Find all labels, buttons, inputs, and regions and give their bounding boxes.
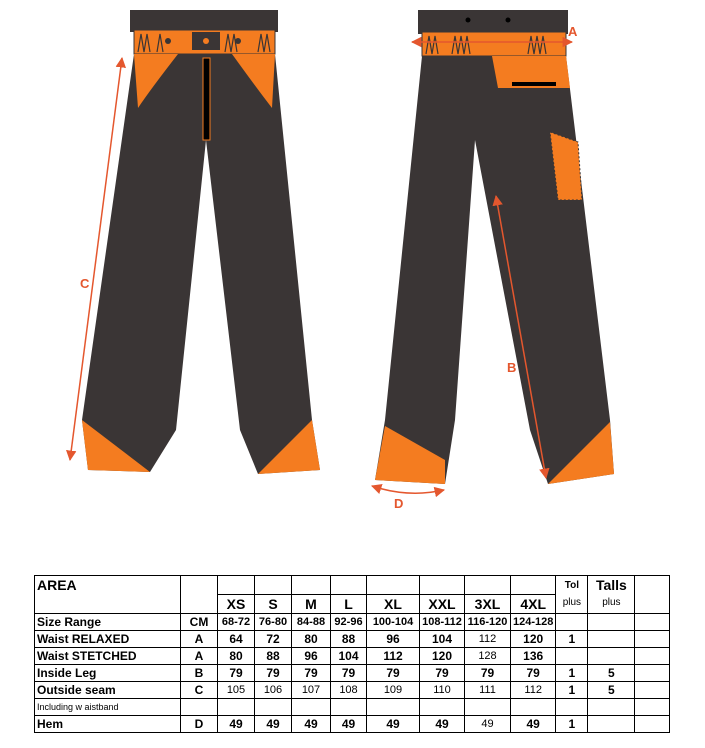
table-row bbox=[35, 648, 670, 665]
size-value-cell: 49 bbox=[292, 716, 331, 733]
size-value-cell: 68-72 bbox=[218, 614, 255, 631]
header-row-area bbox=[35, 576, 670, 595]
size-value-cell bbox=[420, 699, 465, 716]
back-legs bbox=[375, 56, 614, 484]
area-label: AREA bbox=[35, 576, 181, 595]
row-code: A bbox=[181, 631, 218, 648]
dimension-d-arrow bbox=[372, 486, 444, 493]
size-value-cell bbox=[465, 699, 511, 716]
size-value-cell: 108-112 bbox=[420, 614, 465, 631]
blank-cell bbox=[635, 631, 670, 648]
row-label: Waist RELAXED bbox=[35, 631, 181, 648]
row-label: Hem bbox=[35, 716, 181, 733]
front-trouser-view bbox=[70, 10, 320, 474]
size-value-cell bbox=[292, 699, 331, 716]
size-header: XS bbox=[218, 595, 255, 614]
front-button bbox=[203, 38, 209, 44]
dimension-b-label: B bbox=[507, 360, 517, 375]
blank-cell bbox=[635, 614, 670, 631]
size-value-cell: 136 bbox=[511, 648, 556, 665]
size-value-cell: 49 bbox=[511, 716, 556, 733]
blank-cell bbox=[181, 576, 218, 595]
size-value-cell: 112 bbox=[367, 648, 420, 665]
size-value-cell: 104 bbox=[331, 648, 367, 665]
tolerance-cell bbox=[556, 614, 588, 631]
back-trouser-view bbox=[372, 10, 614, 511]
size-header: 4XL bbox=[511, 595, 556, 614]
size-value-cell: 92-96 bbox=[331, 614, 367, 631]
size-value-cell: 106 bbox=[255, 682, 292, 699]
talls-cell bbox=[588, 648, 635, 665]
size-value-cell: 79 bbox=[292, 665, 331, 682]
size-value-cell: 116-120 bbox=[465, 614, 511, 631]
size-value-cell: 108 bbox=[331, 682, 367, 699]
size-header: XXL bbox=[420, 595, 465, 614]
size-value-cell bbox=[218, 699, 255, 716]
size-value-cell: 49 bbox=[255, 716, 292, 733]
row-code: C bbox=[181, 682, 218, 699]
size-value-cell: 120 bbox=[511, 631, 556, 648]
size-value-cell: 96 bbox=[367, 631, 420, 648]
dimension-c-label: C bbox=[80, 276, 90, 291]
table-row bbox=[35, 716, 670, 733]
size-value-cell: 111 bbox=[465, 682, 511, 699]
talls-cell bbox=[588, 631, 635, 648]
size-value-cell: 79 bbox=[465, 665, 511, 682]
size-value-cell: 88 bbox=[331, 631, 367, 648]
size-value-cell bbox=[367, 699, 420, 716]
table-row bbox=[35, 699, 670, 716]
front-zip bbox=[203, 58, 210, 140]
row-label: Including w aistband bbox=[35, 699, 181, 716]
size-value-cell: 105 bbox=[218, 682, 255, 699]
tol-plus-label: plus bbox=[556, 595, 588, 614]
talls-plus-label: plus bbox=[588, 595, 635, 614]
row-label: Size Range bbox=[35, 614, 181, 631]
size-value-cell: 112 bbox=[511, 682, 556, 699]
front-legs bbox=[82, 54, 320, 474]
tolerance-cell: 1 bbox=[556, 665, 588, 682]
size-header: L bbox=[331, 595, 367, 614]
row-code: B bbox=[181, 665, 218, 682]
table-row bbox=[35, 665, 670, 682]
row-label: Inside Leg bbox=[35, 665, 181, 682]
size-value-cell bbox=[511, 699, 556, 716]
talls-cell bbox=[588, 716, 635, 733]
back-waistband-top bbox=[418, 10, 568, 34]
talls-cell: 5 bbox=[588, 682, 635, 699]
size-value-cell: 100-104 bbox=[367, 614, 420, 631]
talls-cell: 5 bbox=[588, 665, 635, 682]
size-value-cell: 79 bbox=[511, 665, 556, 682]
size-header: XL bbox=[367, 595, 420, 614]
size-value-cell: 80 bbox=[292, 631, 331, 648]
tolerance-cell: 1 bbox=[556, 631, 588, 648]
size-value-cell bbox=[255, 699, 292, 716]
size-header: S bbox=[255, 595, 292, 614]
dimension-d-label: D bbox=[394, 496, 404, 511]
size-value-cell: 112 bbox=[465, 631, 511, 648]
size-value-cell: 49 bbox=[465, 716, 511, 733]
talls-label: Talls bbox=[588, 576, 635, 595]
talls-cell bbox=[588, 614, 635, 631]
size-chart-table bbox=[34, 575, 670, 733]
front-button-right bbox=[235, 38, 241, 44]
tolerance-cell bbox=[556, 699, 588, 716]
row-code bbox=[181, 699, 218, 716]
size-value-cell: 79 bbox=[420, 665, 465, 682]
back-button-left bbox=[466, 18, 471, 23]
table-row bbox=[35, 631, 670, 648]
size-value-cell: 96 bbox=[292, 648, 331, 665]
size-value-cell: 88 bbox=[255, 648, 292, 665]
row-label: Outside seam bbox=[35, 682, 181, 699]
size-value-cell: 124-128 bbox=[511, 614, 556, 631]
dimension-a-label: A bbox=[568, 24, 578, 39]
size-value-cell: 110 bbox=[420, 682, 465, 699]
size-value-cell: 49 bbox=[420, 716, 465, 733]
size-value-cell: 76-80 bbox=[255, 614, 292, 631]
size-value-cell: 64 bbox=[218, 631, 255, 648]
size-value-cell: 49 bbox=[331, 716, 367, 733]
tolerance-cell: 1 bbox=[556, 682, 588, 699]
tolerance-cell bbox=[556, 648, 588, 665]
front-button-left bbox=[165, 38, 171, 44]
size-value-cell: 80 bbox=[218, 648, 255, 665]
size-value-cell: 79 bbox=[367, 665, 420, 682]
size-value-cell: 84-88 bbox=[292, 614, 331, 631]
front-waistband-top bbox=[130, 10, 278, 32]
size-header: 3XL bbox=[465, 595, 511, 614]
back-button-right bbox=[506, 18, 511, 23]
size-header: M bbox=[292, 595, 331, 614]
blank-cell bbox=[635, 665, 670, 682]
size-value-cell: 72 bbox=[255, 631, 292, 648]
row-label: Waist STETCHED bbox=[35, 648, 181, 665]
size-value-cell: 79 bbox=[218, 665, 255, 682]
size-value-cell: 104 bbox=[420, 631, 465, 648]
back-pocket-opening bbox=[512, 82, 556, 86]
table-row bbox=[35, 682, 670, 699]
header-row-sizes bbox=[35, 595, 670, 614]
size-value-cell: 49 bbox=[367, 716, 420, 733]
size-value-cell: 79 bbox=[255, 665, 292, 682]
size-value-cell: 128 bbox=[465, 648, 511, 665]
blank-cell bbox=[635, 682, 670, 699]
row-code: A bbox=[181, 648, 218, 665]
size-value-cell: 107 bbox=[292, 682, 331, 699]
size-value-cell: 79 bbox=[331, 665, 367, 682]
tol-label: Tol bbox=[556, 576, 588, 595]
tolerance-cell: 1 bbox=[556, 716, 588, 733]
size-value-cell: 49 bbox=[218, 716, 255, 733]
talls-cell bbox=[588, 699, 635, 716]
size-value-cell: 109 bbox=[367, 682, 420, 699]
row-code: D bbox=[181, 716, 218, 733]
blank-cell bbox=[635, 699, 670, 716]
blank-cell bbox=[635, 648, 670, 665]
blank-cell bbox=[635, 716, 670, 733]
size-value-cell: 120 bbox=[420, 648, 465, 665]
size-rows bbox=[35, 614, 670, 733]
table-row bbox=[35, 614, 670, 631]
size-value-cell bbox=[331, 699, 367, 716]
row-code: CM bbox=[181, 614, 218, 631]
